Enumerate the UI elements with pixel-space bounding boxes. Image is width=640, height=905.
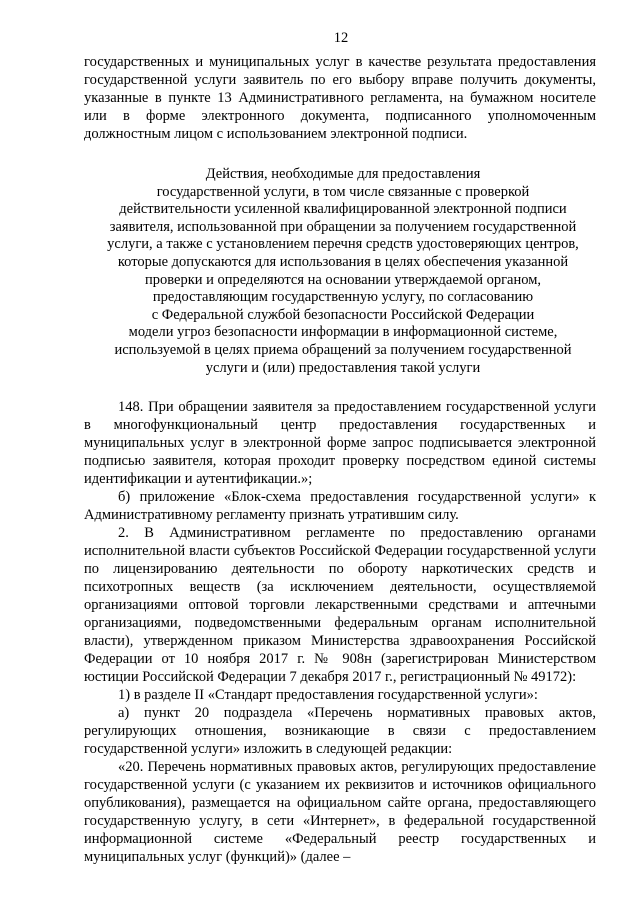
- spacer: [84, 377, 596, 398]
- spacer: [84, 143, 596, 166]
- heading-line: действительности усиленной квалифицированной электронной подписи: [119, 201, 567, 218]
- paragraph-point-20: а) пункт 20 подраздела «Перечень нормативных правовых актов, регулирующих отношения, возникающие в связи с предоставлением государственной услуги» изложить в следующей редакции:: [84, 705, 596, 758]
- paragraph-148: 148. При обращении заявителя за предоставлением государственной услуги в многофункциональный центр предоставления государственных и муниципальных услуг в электронной форме запрос подписывается электронной подписью заявителя, которая проходит проверку посредством единой системы идентификации и аутентификации.»;: [84, 399, 596, 488]
- heading-line: которые допускаются для использования в целях обеспечения указанной: [117, 253, 569, 270]
- heading-line: услуги и (или) предоставления такой услуги: [205, 359, 481, 376]
- heading-line: Действия, необходимые для предоставления: [205, 166, 481, 182]
- intro-paragraph: государственных и муниципальных услуг в качестве результата предоставления государственной услуги заявитель по его выбору вправе получить документы, указанные в пункте 13 Административного регламента, на бумажном носителе или в форме электронного документа, подписанного уполномоченным должностным лицом с использованием электронной подписи.: [84, 54, 596, 142]
- paragraph-quote-20: «20. Перечень нормативных правовых актов, регулирующих предоставление государственной услуги (с указанием их реквизитов и источников официального опубликования), размещается на официальном сайте органа, предоставляющего государственную услугу, в сети «Интернет», в федеральной государственной информационной системе «Федеральный реестр государственных и муниципальных услуг (функций)» (далее –: [84, 759, 596, 866]
- heading-line: предоставляющим государственную услугу, по согласованию: [152, 289, 534, 306]
- heading-line: используемой в целях приема обращений за получением государственной: [114, 341, 572, 358]
- heading-line: с Федеральной службой безопасности Российской Федерации: [151, 306, 535, 323]
- heading-line: услуги, а также с установлением перечня средств удостоверяющих центров,: [107, 236, 579, 253]
- paragraph-item-2: 2. В Административном регламенте по предоставлению органами исполнительной власти субъектов Российской Федерации государственной услуги по лицензированию деятельности по обороту наркотических средств и психотропных веществ (за исключением деятельности, осуществляемой организациями оптовой торговли лекарственными средствами и аптечными организациями, подведомственными федеральным органам исполнительной власти), утвержденном приказом Министерства здравоохранения Российской Федерации от 10 ноября 2017 г. № 908н (зарегистрирован Министерством юстиции Российской Федерации 7 декабря 2017 г., регистрационный № 49172):: [84, 525, 596, 686]
- heading-line: заявителя, использованной при обращении за получением государственной: [109, 218, 577, 235]
- page-number: 12: [333, 30, 349, 46]
- heading-line: проверки и определяются на основании утверждаемой органом,: [144, 271, 542, 288]
- paragraph-section-ii: 1) в разделе II «Стандарт предоставления государственной услуги»:: [118, 687, 538, 704]
- paragraph-appendix: б) приложение «Блок-схема предоставления государственной услуги» к Административному регламенту признать утратившим силу.: [84, 489, 596, 524]
- heading-line: модели угроз безопасности информации в информационной системе,: [128, 324, 558, 341]
- section-heading: [84, 166, 596, 377]
- heading-line: государственной услуги, в том числе связанные с проверкой: [156, 183, 530, 200]
